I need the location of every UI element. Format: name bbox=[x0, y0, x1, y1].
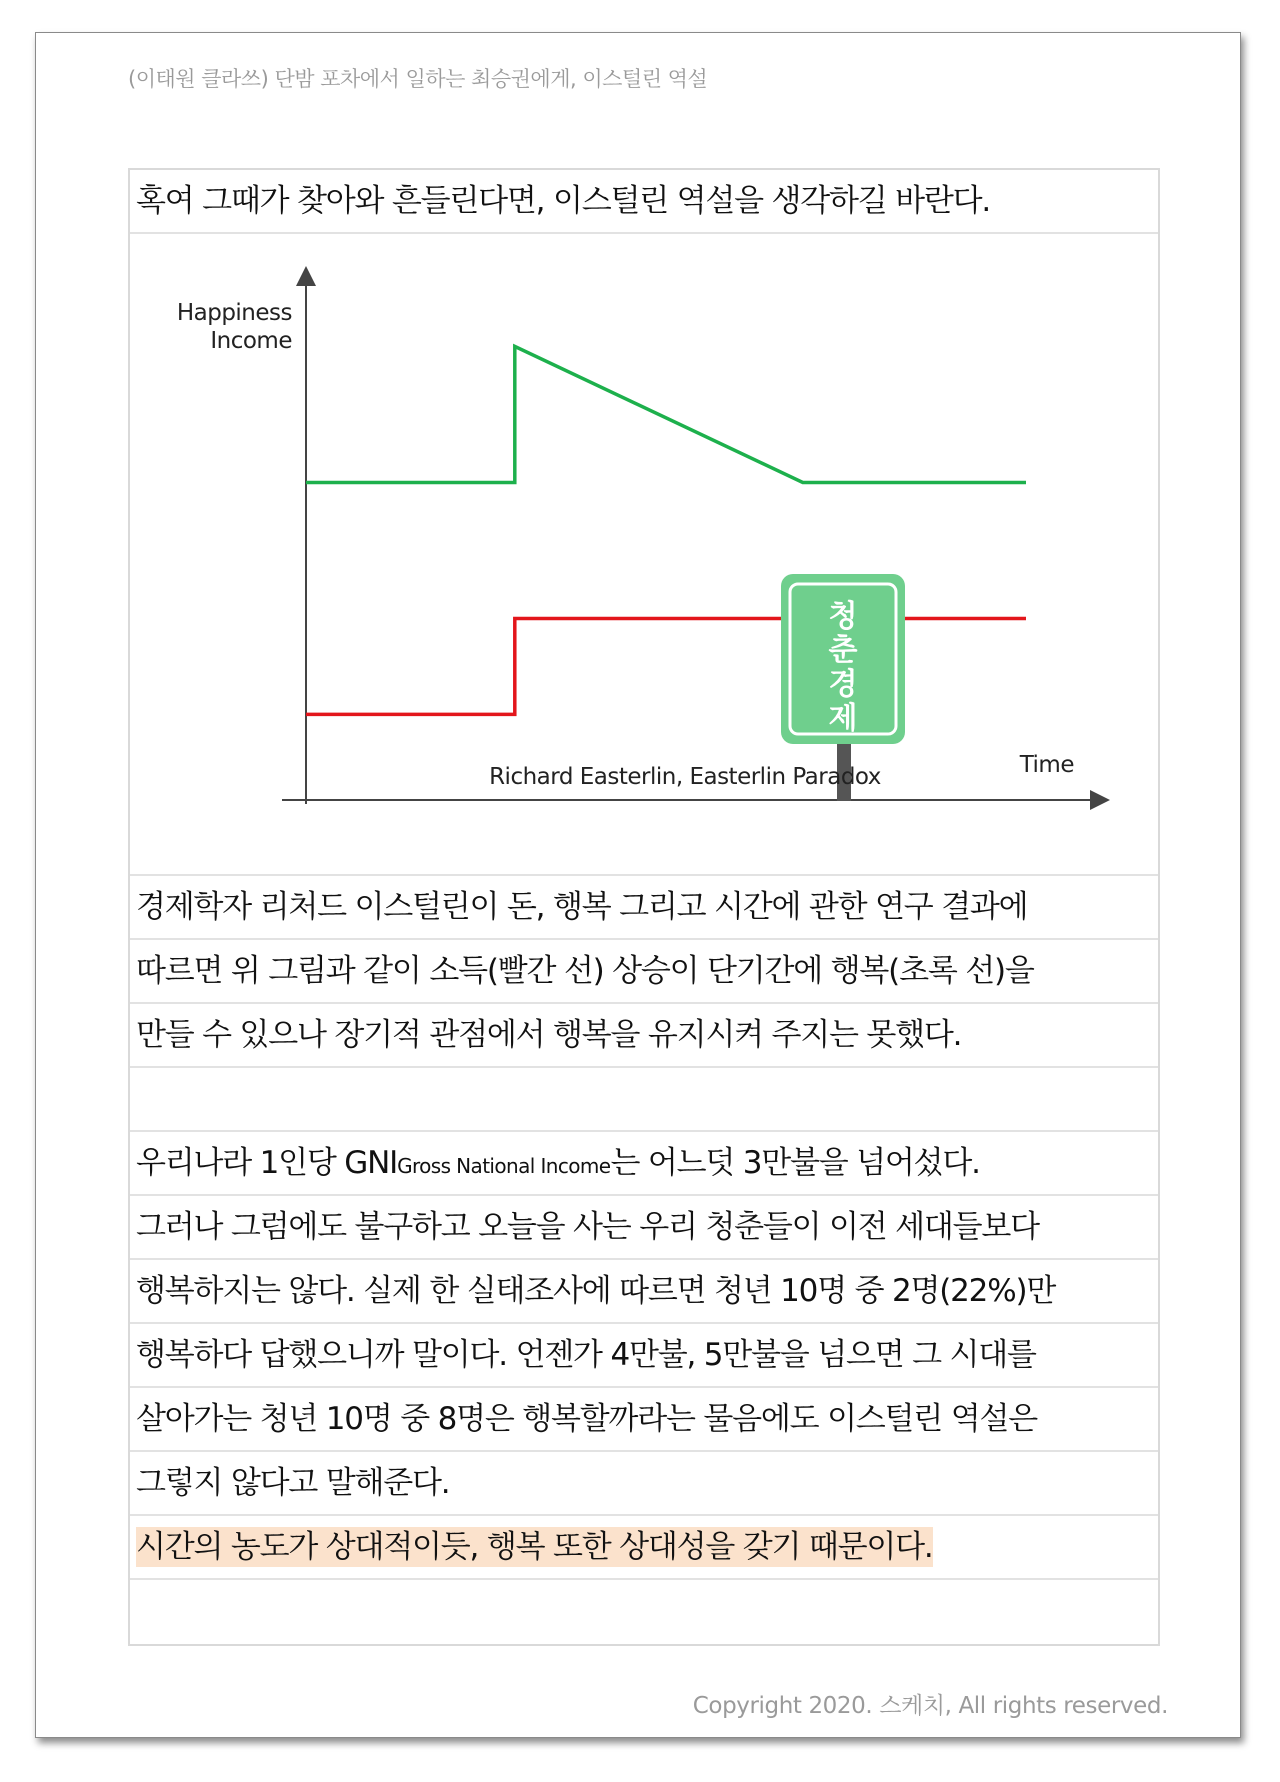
text-line-6 bbox=[130, 1132, 1158, 1196]
series-layer bbox=[306, 346, 1026, 714]
document-page bbox=[35, 32, 1241, 1738]
text-line-1: 혹여 그때가 찾아와 흔들린다면, 이스털린 역설을 생각하길 바란다. bbox=[130, 170, 1158, 234]
text-line-8: 행복하지는 않다. 실제 한 실태조사에 따르면 청년 10명 중 2명(22%)만 bbox=[130, 1260, 1158, 1324]
text-line-12-highlight bbox=[130, 1516, 1158, 1580]
sign-char-2: 춘 bbox=[828, 633, 858, 668]
highlighted-conclusion: 시간의 농도가 상대적이듯, 행복 또한 상대성을 갖기 때문이다. bbox=[136, 1529, 933, 1565]
gni-text-post: 는 어느덧 3만불을 넘어섰다. bbox=[610, 1145, 980, 1181]
sign-text-layer bbox=[829, 599, 858, 736]
blank-line-end bbox=[130, 1580, 1158, 1644]
gni-small-text: Gross National Income bbox=[397, 1154, 611, 1178]
series-line-1 bbox=[306, 346, 1026, 482]
y-axis-label-happiness: Happiness bbox=[176, 300, 292, 326]
text-line-3: 따르면 위 그림과 같이 소득(빨간 선) 상승이 단기간에 행복(초록 선)을 bbox=[130, 940, 1158, 1004]
y-axis-label-income: Income bbox=[210, 328, 292, 354]
sign-char-3: 경 bbox=[828, 667, 858, 702]
copyright-notice: Copyright 2020. 스케치, All rights reserved. bbox=[692, 1693, 1168, 1719]
sign-char-4: 제 bbox=[828, 701, 858, 736]
text-line-7: 그러나 그럼에도 불구하고 오늘을 사는 우리 청춘들이 이전 세대들보다 bbox=[130, 1196, 1158, 1260]
x-axis-label: Time bbox=[1019, 752, 1074, 778]
text-line-4: 만들 수 있으나 장기적 관점에서 행복을 유지시켜 주지는 못했다. bbox=[130, 1004, 1158, 1068]
document-header-title: (이태원 클라쓰) 단밤 포차에서 일하는 최승권에게, 이스털린 역설 bbox=[128, 67, 708, 91]
text-line-2: 경제학자 리처드 이스털린이 돈, 행복 그리고 시간에 관한 연구 결과에 bbox=[130, 876, 1158, 940]
gni-text-pre: 우리나라 1인당 GNI bbox=[136, 1145, 398, 1181]
chart-svg bbox=[130, 234, 1158, 874]
easterlin-chart bbox=[130, 234, 1158, 876]
text-line-10: 살아가는 청년 10명 중 8명은 행복할까라는 물음에도 이스털린 역설은 bbox=[130, 1388, 1158, 1452]
sign-char-1: 청 bbox=[828, 599, 858, 634]
text-line-9: 행복하다 답했으니까 말이다. 언젠가 4만불, 5만불을 넘으면 그 시대를 bbox=[130, 1324, 1158, 1388]
chart-caption: Richard Easterlin, Easterlin Paradox bbox=[489, 764, 881, 790]
blank-line bbox=[130, 1068, 1158, 1132]
series-line-2 bbox=[306, 619, 1026, 715]
content-sheet bbox=[128, 168, 1160, 1646]
text-line-11: 그렇지 않다고 말해준다. bbox=[130, 1452, 1158, 1516]
